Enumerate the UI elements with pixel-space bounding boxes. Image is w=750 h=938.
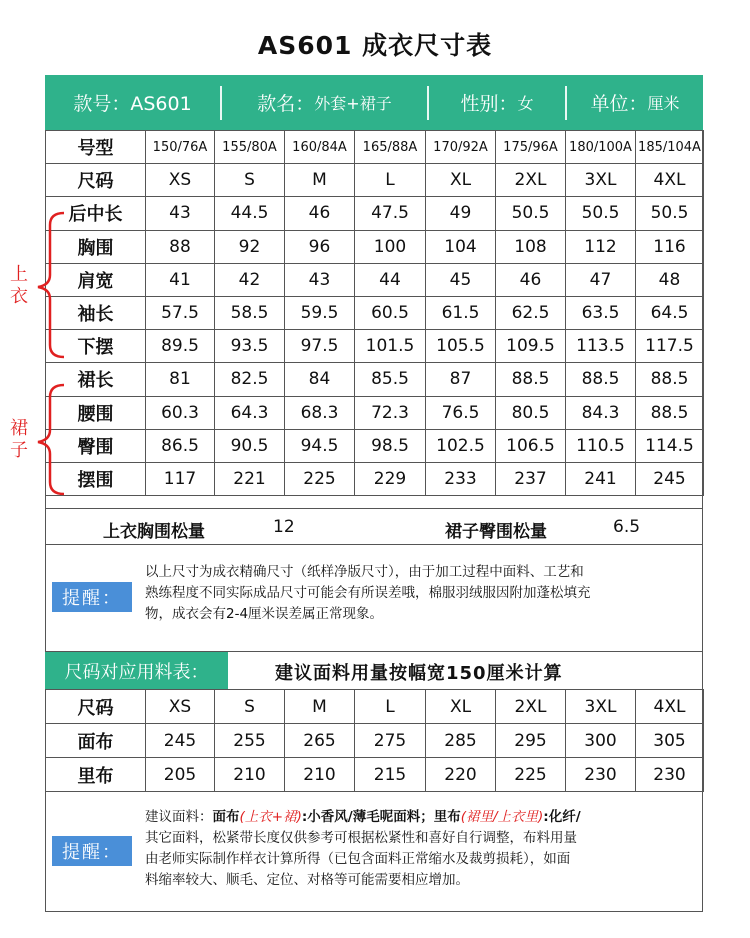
row-label: 腰围 (46, 396, 146, 429)
table-cell: 81 (146, 363, 215, 396)
fabric-section-title: 尺码对应用料表： (45, 652, 228, 690)
fabric-section-subtitle: 建议面料用量按幅宽150厘米计算 (275, 663, 563, 684)
row-label: 臀围 (46, 429, 146, 462)
header-bar (45, 75, 703, 130)
text-run: 里布 (433, 809, 461, 825)
table-cell: 57.5 (146, 296, 215, 329)
table-cell: 42 (215, 263, 285, 296)
table-cell: 46 (285, 197, 355, 230)
table-cell: 101.5 (355, 330, 426, 363)
table-cell: 88.5 (636, 396, 704, 429)
table-row (46, 197, 704, 230)
style-name-value: 外套+裙子 (314, 94, 392, 113)
table-row (46, 462, 704, 495)
table-cell: XS (146, 690, 215, 724)
table-cell: 44.5 (215, 197, 285, 230)
table-cell: 50.5 (496, 197, 566, 230)
table-cell: 117.5 (636, 330, 704, 363)
table-cell: 112 (566, 230, 636, 263)
fabric-row-sizes (46, 690, 704, 724)
table-cell: 245 (636, 462, 704, 495)
table-cell: 85.5 (355, 363, 426, 396)
table-cell: XL (426, 164, 496, 197)
table-cell: 255 (215, 724, 285, 758)
table-cell: 58.5 (215, 296, 285, 329)
table-cell: 90.5 (215, 429, 285, 462)
table-cell: 237 (496, 462, 566, 495)
table-cell: 104 (426, 230, 496, 263)
table-cell: S (215, 690, 285, 724)
table-cell: XS (146, 164, 215, 197)
skirt-ease-label: 裙子臀围松量 (445, 522, 547, 542)
table-cell: 86.5 (146, 429, 215, 462)
table-cell: 4XL (636, 164, 704, 197)
row-label: 袖长 (46, 296, 146, 329)
page-title: AS601 成衣尺寸表 (257, 31, 493, 60)
style-name (222, 75, 427, 130)
table-cell: 102.5 (426, 429, 496, 462)
top-ease-value: 12 (273, 517, 295, 537)
fabric-reminder-badge: 提醒： (52, 836, 132, 866)
table-cell: 175/96A (496, 131, 566, 164)
fabric-section-header (45, 651, 703, 689)
table-cell: 230 (566, 758, 636, 792)
table-cell: 225 (496, 758, 566, 792)
table-row-sizes (46, 164, 704, 197)
reminder-line: 料缩率较大、顺毛、定位、对格等可能需要相应增加。 (145, 872, 469, 888)
table-cell: 245 (146, 724, 215, 758)
gender-value: 女 (517, 94, 534, 113)
table-cell: 105.5 (426, 330, 496, 363)
text-run: :小香风/薄毛呢面料； (301, 809, 434, 825)
table-cell: 97.5 (285, 330, 355, 363)
row-label: 胸围 (46, 230, 146, 263)
reminder-line: 熟练程度不同实际成品尺寸可能会有所误差哦，棉服羽绒服因附加蓬松填充 (145, 585, 591, 601)
table-cell: 48 (636, 263, 704, 296)
table-cell: 88.5 (636, 363, 704, 396)
table-cell: L (355, 690, 426, 724)
reminder-line: 其它面料，松紧带长度仅供参考可根据松紧性和喜好自行调整，布料用量 (145, 830, 577, 846)
table-cell: 285 (426, 724, 496, 758)
table-cell: 220 (426, 758, 496, 792)
table-cell: 150/76A (146, 131, 215, 164)
table-cell: 60.5 (355, 296, 426, 329)
table-cell: 241 (566, 462, 636, 495)
fabric-reminder-text (145, 807, 695, 891)
table-cell: 45 (426, 263, 496, 296)
table-cell: 96 (285, 230, 355, 263)
table-cell: 80.5 (496, 396, 566, 429)
table-cell: 215 (355, 758, 426, 792)
table-cell: 230 (636, 758, 704, 792)
row-label: 下摆 (46, 330, 146, 363)
table-cell: 305 (636, 724, 704, 758)
table-cell: 50.5 (636, 197, 704, 230)
gender (429, 75, 565, 130)
table-cell: 62.5 (496, 296, 566, 329)
table-cell: 61.5 (426, 296, 496, 329)
table-cell: 72.3 (355, 396, 426, 429)
reminder-line (145, 807, 695, 828)
table-cell: 4XL (636, 690, 704, 724)
table-cell: 59.5 (285, 296, 355, 329)
table-cell: 2XL (496, 690, 566, 724)
row-label: 号型 (46, 131, 146, 164)
table-cell: 265 (285, 724, 355, 758)
table-cell: 108 (496, 230, 566, 263)
table-cell: 3XL (566, 690, 636, 724)
table-cell: 233 (426, 462, 496, 495)
table-row (46, 263, 704, 296)
table-cell: 109.5 (496, 330, 566, 363)
text-run: (上衣+裙) (239, 809, 302, 825)
table-row-hx (46, 131, 704, 164)
text-run: (裙里/上衣里) (460, 809, 544, 825)
table-cell: 88.5 (496, 363, 566, 396)
table-cell: 93.5 (215, 330, 285, 363)
table-cell: M (285, 690, 355, 724)
row-label: 裙长 (46, 363, 146, 396)
text-run: :化纤/ (543, 809, 581, 825)
table-cell: XL (426, 690, 496, 724)
row-label: 里布 (46, 758, 146, 792)
table-cell: 64.3 (215, 396, 285, 429)
reminder-line: 物，成衣会有2-4厘米误差属正常现象。 (145, 606, 384, 622)
table-cell: 2XL (496, 164, 566, 197)
fabric-table (45, 689, 704, 792)
table-cell: 92 (215, 230, 285, 263)
table-cell: 275 (355, 724, 426, 758)
table-cell: 88.5 (566, 363, 636, 396)
table-row (46, 230, 704, 263)
table-cell: 180/100A (566, 131, 636, 164)
table-cell: 110.5 (566, 429, 636, 462)
text-run: 面布 (212, 809, 240, 825)
table-cell: 64.5 (636, 296, 704, 329)
table-cell: 89.5 (146, 330, 215, 363)
row-label: 尺码 (46, 164, 146, 197)
divider (427, 86, 429, 120)
table-cell: 84 (285, 363, 355, 396)
reminder-line: 由老师实际制作样衣计算所得（已包含面料正常缩水及裁剪损耗），如面 (145, 851, 571, 867)
table-cell: 63.5 (566, 296, 636, 329)
text-run: 建议面料： (145, 809, 213, 825)
table-cell: 49 (426, 197, 496, 230)
table-cell: 113.5 (566, 330, 636, 363)
unit-label: 单位： (590, 93, 648, 115)
table-cell: 44 (355, 263, 426, 296)
table-cell: 76.5 (426, 396, 496, 429)
fabric-row (46, 758, 704, 792)
table-cell: 229 (355, 462, 426, 495)
table-cell: 225 (285, 462, 355, 495)
row-label: 尺码 (46, 690, 146, 724)
table-cell: 114.5 (636, 429, 704, 462)
size-table (45, 130, 704, 496)
table-cell: 3XL (566, 164, 636, 197)
table-cell: 68.3 (285, 396, 355, 429)
table-cell: 221 (215, 462, 285, 495)
table-cell: 82.5 (215, 363, 285, 396)
table-cell: 117 (146, 462, 215, 495)
ease-row (45, 508, 703, 545)
table-cell: 210 (215, 758, 285, 792)
table-row (46, 296, 704, 329)
row-label: 面布 (46, 724, 146, 758)
top-ease-label: 上衣胸围松量 (103, 522, 205, 542)
table-cell: 155/80A (215, 131, 285, 164)
table-cell: 185/104A (636, 131, 704, 164)
reminder-text (145, 562, 695, 625)
table-cell: 43 (146, 197, 215, 230)
divider (220, 86, 222, 120)
unit (567, 75, 703, 130)
reminder-line: 以上尺寸为成衣精确尺寸（纸样净版尺寸），由于加工过程中面料、工艺和 (145, 564, 584, 580)
table-cell: 300 (566, 724, 636, 758)
table-cell: 98.5 (355, 429, 426, 462)
row-label: 后中长 (46, 197, 146, 230)
table-cell: L (355, 164, 426, 197)
table-cell: 43 (285, 263, 355, 296)
row-label: 肩宽 (46, 263, 146, 296)
side-label-top: 上衣 (10, 264, 28, 307)
table-cell: M (285, 164, 355, 197)
table-cell: 88 (146, 230, 215, 263)
table-cell: 116 (636, 230, 704, 263)
table-cell: 41 (146, 263, 215, 296)
table-cell: 60.3 (146, 396, 215, 429)
fabric-reminder-box (45, 791, 703, 912)
table-cell: 165/88A (355, 131, 426, 164)
table-row (46, 429, 704, 462)
table-cell: 46 (496, 263, 566, 296)
table-cell: 94.5 (285, 429, 355, 462)
table-row (46, 330, 704, 363)
table-cell: 170/92A (426, 131, 496, 164)
gender-label: 性别： (460, 93, 518, 115)
reminder-badge: 提醒： (52, 582, 132, 612)
style-name-label: 款名： (257, 93, 315, 115)
table-cell: 87 (426, 363, 496, 396)
top-bracket (38, 213, 64, 357)
fabric-row (46, 724, 704, 758)
table-cell: 210 (285, 758, 355, 792)
divider (565, 86, 567, 120)
table-cell: 50.5 (566, 197, 636, 230)
table-cell: 205 (146, 758, 215, 792)
unit-value: 厘米 (647, 94, 680, 113)
table-row (46, 363, 704, 396)
table-cell: 100 (355, 230, 426, 263)
table-cell: S (215, 164, 285, 197)
style-number: 款号：AS601 (73, 93, 192, 115)
row-label: 摆围 (46, 462, 146, 495)
table-cell: 47 (566, 263, 636, 296)
table-row (46, 396, 704, 429)
table-cell: 295 (496, 724, 566, 758)
table-cell: 106.5 (496, 429, 566, 462)
table-cell: 160/84A (285, 131, 355, 164)
side-label-skirt: 裙子 (10, 418, 28, 461)
reminder-box (45, 545, 703, 645)
table-cell: 47.5 (355, 197, 426, 230)
skirt-bracket (38, 385, 64, 494)
table-cell: 84.3 (566, 396, 636, 429)
skirt-ease-value: 6.5 (613, 517, 641, 537)
